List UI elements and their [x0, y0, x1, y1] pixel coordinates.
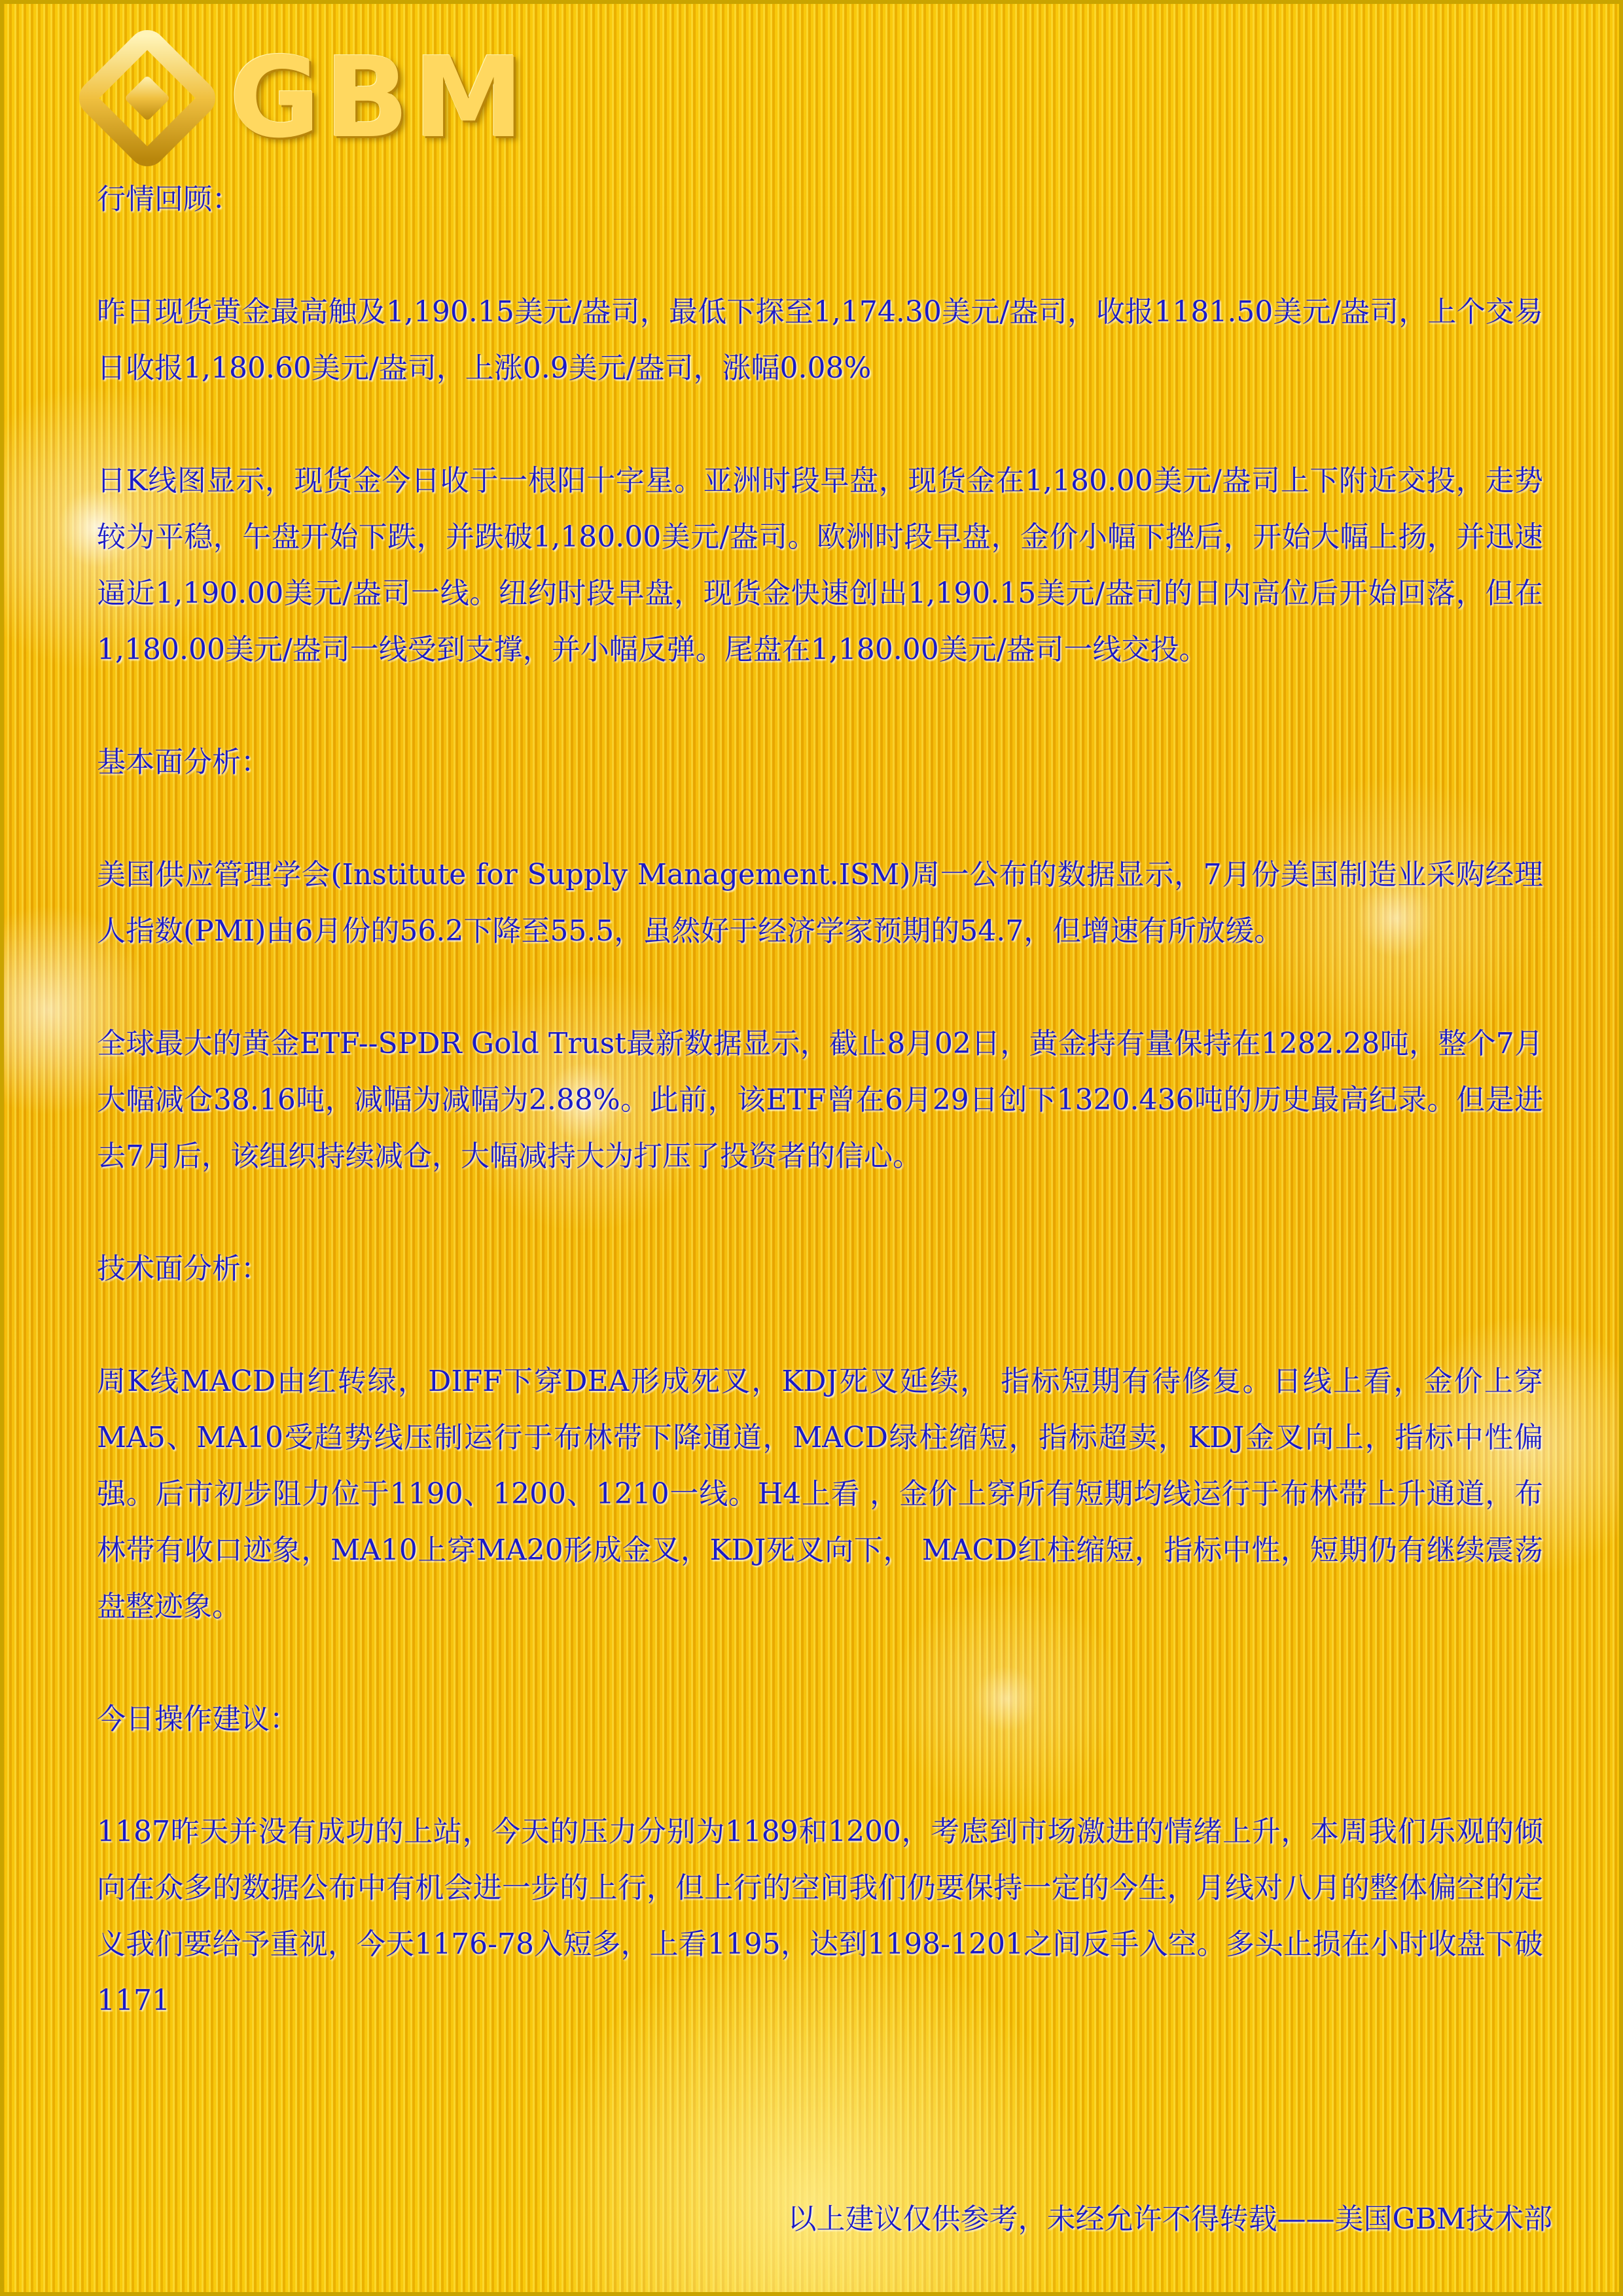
section-heading-market-review: 行情回顾： — [97, 183, 241, 216]
section-heading-fundamentals: 基本面分析： — [97, 745, 270, 779]
paragraph-ism-pmi: 美国供应管理学会(Institute for Supply Management.ISM)周一公布的数据显示，7月份美国制造业采购经理人指数(PMI)由6月份的56.2下降至55.5，虽然好于经济学家预期的54.7，但增速有所放缓。 — [97, 858, 1543, 948]
section-heading-technical: 技术面分析： — [97, 1252, 270, 1285]
paragraph-trading-advice: 1187昨天并没有成功的上站，今天的压力分别为1189和1200，考虑到市场激进的情绪上升，本周我们乐观的倾向在众多的数据公布中有机会进一步的上行，但上行的空间我们仍要保持一定的今生，月线对八月的整体偏空的定义我们要给予重视，今天1176-78入短多，上看1195，达到1198-1201之间反手入空。多头止损在小时收盘下破1171 — [97, 1815, 1543, 2017]
report-body — [97, 171, 1543, 2029]
logo-wordmark: GBM — [229, 33, 528, 163]
gbm-logo — [79, 29, 527, 167]
paragraph-technical-analysis: 周K线MACD由红转绿，DIFF下穿DEA形成死叉，KDJ死叉延续， 指标短期有待修复。日线上看，金价上穿MA5、MA10受趋势线压制运行于布林带下降通道，MACD绿柱缩短，指标超卖，KDJ金叉向上，指标中性偏强。后市初步阻力位于1190、1200、1210一线。H4上看 ，金价上穿所有短期均线运行于布林带上升通道，布林带有收口迹象，MA10上穿MA20形成金叉，KDJ死叉向下， MACD红柱缩短，指标中性，短期仍有继续震荡盘整迹象。 — [97, 1365, 1543, 1623]
paragraph-daily-kline: 日K线图显示，现货金今日收于一根阳十字星。亚洲时段早盘，现货金在1,180.00美元/盎司上下附近交投，走势较为平稳，午盘开始下跌，并跌破1,180.00美元/盎司。欧洲时段早盘，金价小幅下挫后，开始大幅上扬，并迅速逼近1,190.00美元/盎司一线。纽约时段早盘，现货金快速创出1,190.15美元/盎司的日内高位后开始回落，但在1,180.00美元/盎司一线受到支撑，并小幅反弹。尾盘在1,180.00美元/盎司一线交投。 — [97, 464, 1543, 666]
paragraph-etf-holdings: 全球最大的黄金ETF--SPDR Gold Trust最新数据显示，截止8月02日，黄金持有量保持在1282.28吨，整个7月大幅减仓38.16吨，减幅为减幅为2.88%。此前，该ETF曾在6月29日创下1320.436吨的历史最高纪录。但是进去7月后，该组织持续减仓，大幅减持大为打压了投资者的信心。 — [97, 1027, 1543, 1173]
gbm-diamond-logo-icon — [79, 29, 216, 167]
section-heading-trading-advice: 今日操作建议： — [97, 1702, 298, 1736]
footer-disclaimer: 以上建议仅供参考，未经允许不得转载——美国GBM技术部 — [787, 2202, 1552, 2236]
paragraph-market-summary: 昨日现货黄金最高触及1,190.15美元/盎司，最低下探至1,174.30美元/盎司，收报1181.50美元/盎司，上个交易日收报1,180.60美元/盎司，上涨0.9美元/盎司，涨幅0.08% — [97, 295, 1543, 385]
